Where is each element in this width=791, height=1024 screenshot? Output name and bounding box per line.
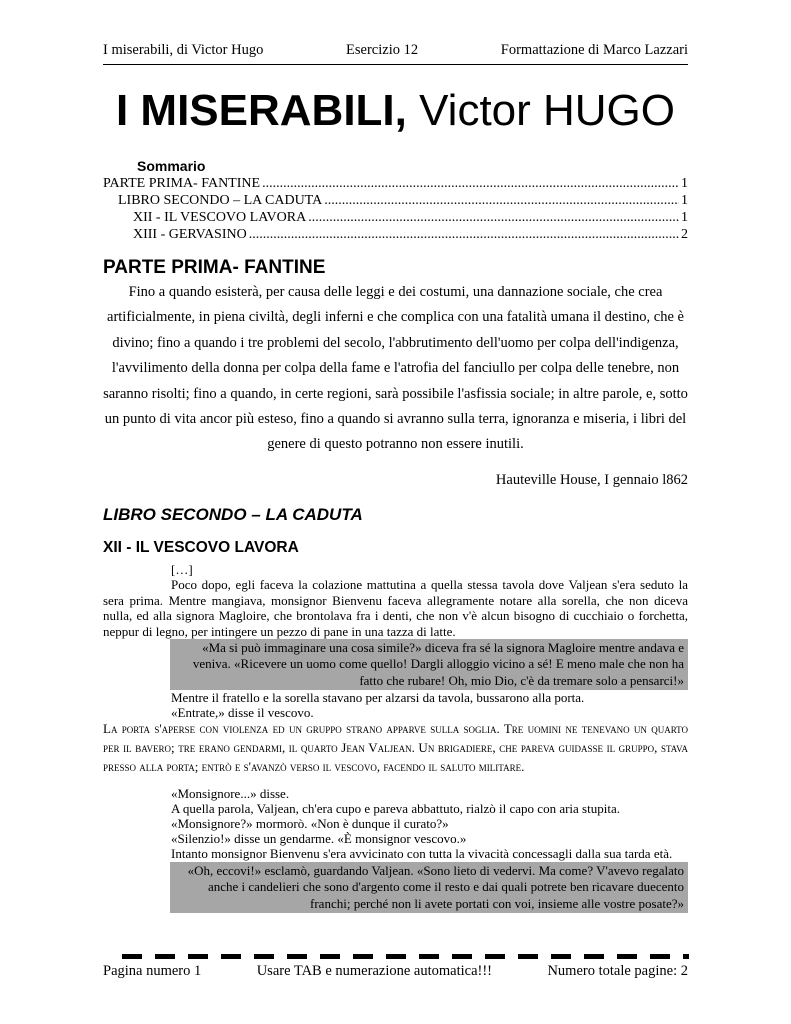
- line-entrate: «Entrate,» disse il vescovo.: [171, 705, 314, 720]
- line-knock: Mentre il fratello e la sorella stavano per alzarsi da tavola, bussarono alla porta.: [171, 690, 585, 705]
- quote-magloire: «Ma si può immaginare una cosa simile?» diceva fra sé la signora Magloire mentre andava e veniva. «Ricevere un uomo come quello! Dargli alloggio vicino a sé! E meno male che non ha fatto che rubare! Oh, mio Dio, c'è da tremare solo a pensarci!»: [170, 639, 688, 690]
- header-left: I miserabili, di Victor Hugo: [103, 42, 264, 58]
- toc-entry-label: PARTE PRIMA- FANTINE: [103, 176, 261, 191]
- toc-leader: [308, 209, 679, 226]
- page-footer: [103, 962, 688, 980]
- line-bienvenu: Intanto monsignor Bienvenu s'era avvicinato con tutta la vivacità concessagli dalla sua tarda età.: [171, 846, 673, 861]
- toc-leader: [324, 192, 679, 209]
- toc-entry-label: XIII - GERVASINO: [133, 227, 247, 242]
- toc-entry-page: 1: [681, 193, 688, 208]
- toc-entry-xiii[interactable]: [133, 226, 688, 243]
- part-heading: PARTE PRIMA- FANTINE: [103, 257, 326, 278]
- toc-entry-xii[interactable]: [133, 209, 688, 226]
- toc-entry-parte-prima[interactable]: [103, 175, 688, 192]
- toc-entry-page: 2: [681, 227, 688, 242]
- footer-total-pages: Numero totale pagine: 2: [547, 963, 688, 979]
- book-heading: LIBRO SECONDO – LA CADUTA: [103, 505, 363, 524]
- paragraph-breakfast: Poco dopo, egli faceva la colazione mattutina a quella stessa tavola dove Valjean s'era seduto la sera prima. Mentre mangiava, monsignor Bienvenu faceva allegramente notare alla sorella, che non diceva nulla, ed alla signora Magloire, che brontolava fra i denti, che non v'è alcun bisogno di cucchiaio o forchetta, neppur di legno, per intingere un pezzo di pane in una tazza di latte.: [103, 577, 688, 639]
- toc-leader: [249, 226, 679, 243]
- line-monsignore: «Monsignore...» disse.: [171, 786, 290, 801]
- quote-candelieri: «Oh, eccovi!» esclamò, guardando Valjean. «Sono lieto di vedervi. Ma come? V'avevo regalato anche i candelieri che sono d'argento come il resto e dai quali potrete ben ricavare duecento franchi; perché non li avete portati con voi, insieme alle vostre posate?»: [170, 862, 688, 913]
- toc-entry-label: XII - IL VESCOVO LAVORA: [133, 210, 307, 225]
- line-curato: «Monsignore?» mormorò. «Non è dunque il curato?»: [171, 816, 449, 831]
- chapter-heading: XII - IL VESCOVO LAVORA: [103, 539, 299, 556]
- epigraph-signature: Hauteville House, I gennaio l862: [495, 472, 688, 488]
- toc-leader: [262, 175, 679, 192]
- page-header: [103, 40, 688, 65]
- paragraph-small-caps: La porta s'aperse con violenza ed un gruppo strano apparve sulla soglia. Tre uomini ne tenevano un quarto per il bavero; tre erano gendarmi, il quarto Jean Valjean. Un brigadiere, che pareva guidasse il gruppo, stava presso alla porta; entrò e s'avanzò verso il vescovo, facendo il saluto militare.: [103, 721, 688, 775]
- footer-page-number: Pagina numero 1: [103, 963, 202, 979]
- toc-entry-label: LIBRO SECONDO – LA CADUTA: [118, 193, 323, 208]
- toc-heading: Sommario: [137, 158, 206, 174]
- title-bold: I MISERABILI,: [115, 86, 407, 135]
- title-author: Victor HUGO: [419, 86, 676, 135]
- toc-entry-page: 1: [681, 210, 688, 225]
- toc-entry-page: 1: [681, 176, 688, 191]
- dashed-separator: [122, 954, 689, 959]
- footer-note: Usare TAB e numerazione automatica!!!: [256, 963, 493, 979]
- part-epigraph: Fino a quando esisterà, per causa delle leggi e dei costumi, una dannazione sociale, che crea artificialmente, in piena civiltà, degli inferni e che complica con una fatalità umana il destino, che è divino; fino a quando i tre problemi del secolo, l'abbrutimento dell'uomo per colpa dell'indigenza, l'avvilimento della donna per colpa della fame e l'atrofia del fanciullo per colpa delle tenebre, non saranno risolti; fino a quando, in certe regioni, sarà possibile l'asfissia sociale; in altre parole, e, sotto un punto di vita ancor più esteso, fino a quando si avranno sulla terra, ignoranza e miseria, i libri del genere di questo potranno non essere inutili.: [103, 284, 688, 453]
- header-center: Esercizio 12: [346, 42, 419, 58]
- line-silenzio: «Silenzio!» disse un gendarme. «È monsignor vescovo.»: [171, 831, 467, 846]
- toc-entry-libro-secondo[interactable]: [118, 192, 688, 209]
- ellipsis-marker: […]: [171, 562, 193, 577]
- header-right: Formattazione di Marco Lazzari: [500, 42, 688, 58]
- document-title: [0, 84, 791, 138]
- line-valjean: A quella parola, Valjean, ch'era cupo e pareva abbattuto, rialzò il capo con aria stupita.: [171, 801, 620, 816]
